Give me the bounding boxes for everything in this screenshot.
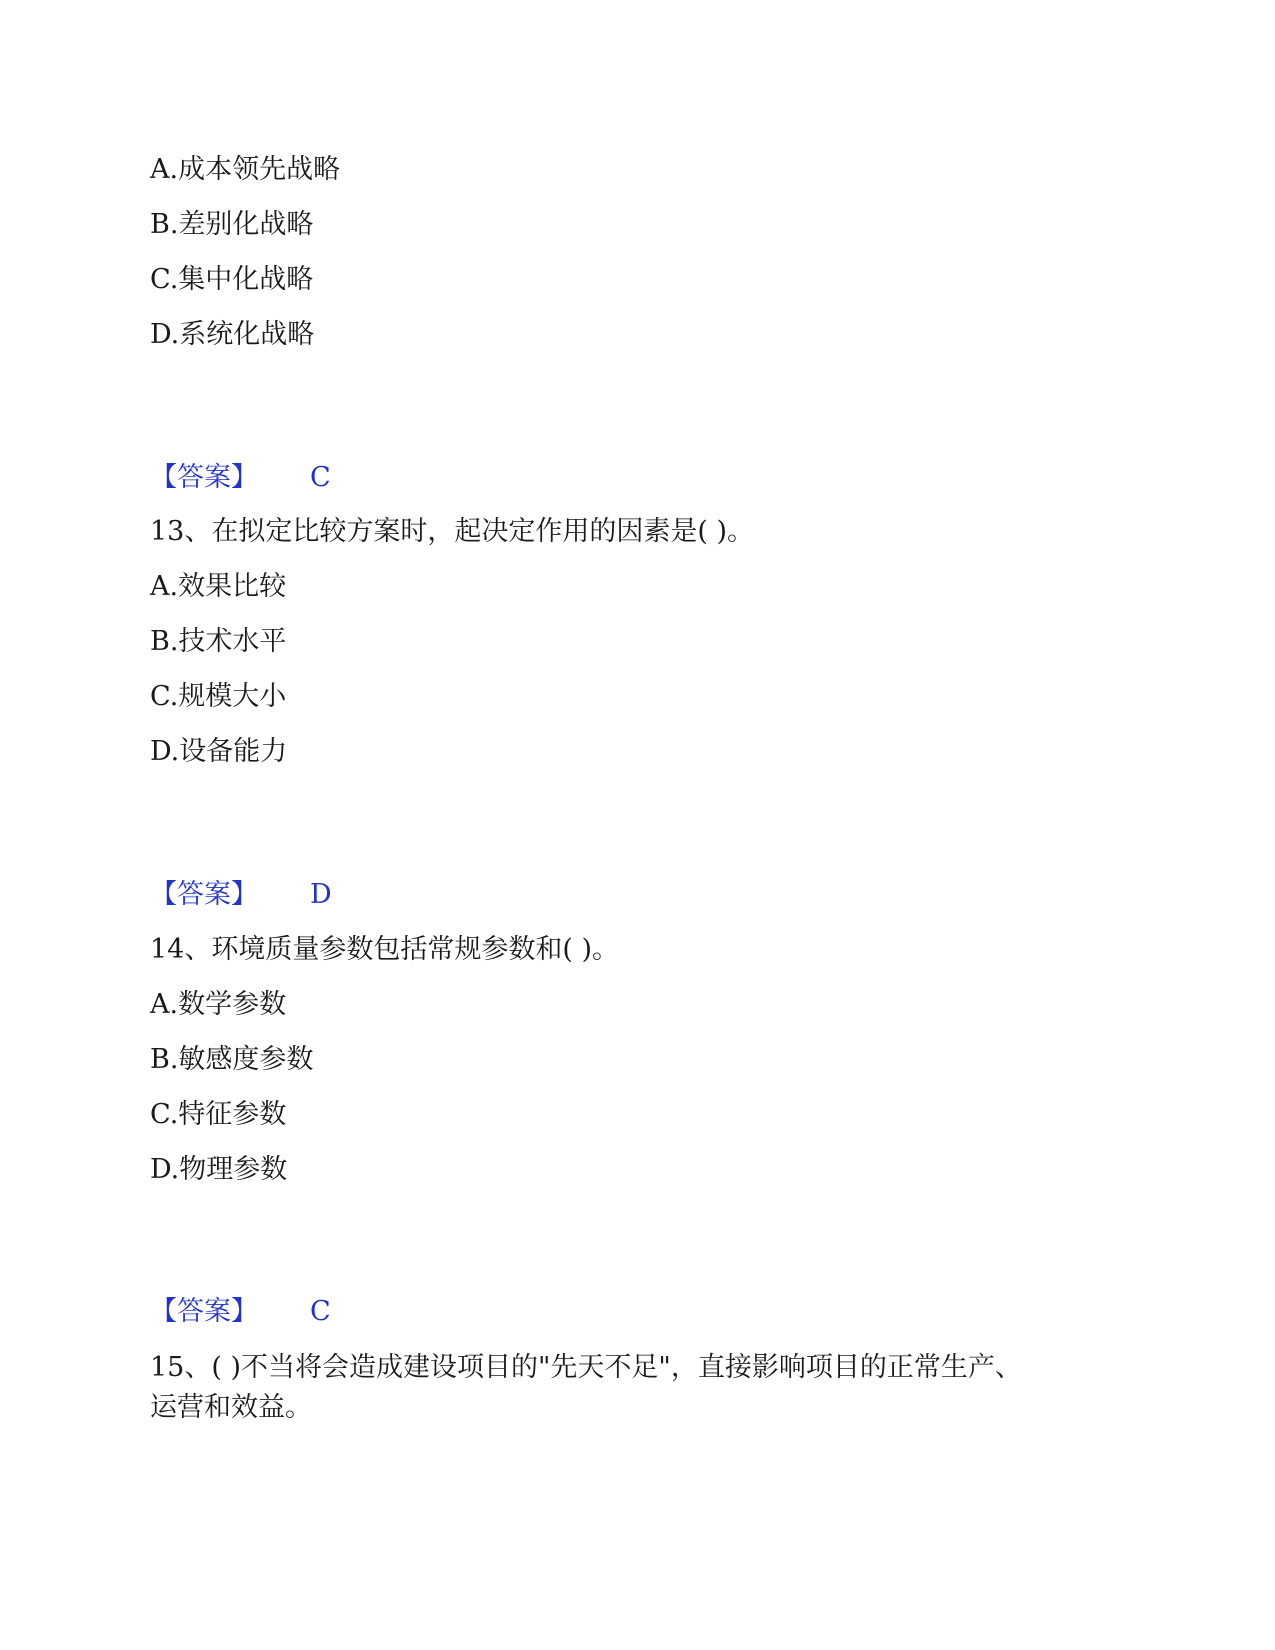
q13-option-a: A.效果比较 xyxy=(150,571,287,602)
q13-question: 13、在拟定比较方案时，起决定作用的因素是( )。 xyxy=(150,516,755,547)
q13-option-d: D.设备能力 xyxy=(150,736,288,767)
answer-label: 【答案】 xyxy=(150,462,258,493)
q12-option-a: A.成本领先战略 xyxy=(150,154,341,185)
q15-question-line2: 运营和效益。 xyxy=(150,1392,312,1423)
q12-option-b: B.差别化战略 xyxy=(150,209,314,240)
q13-option-c: C.规模大小 xyxy=(150,681,287,712)
q14-option-a: A.数学参数 xyxy=(150,989,287,1020)
q12-answer-row xyxy=(150,460,331,496)
q14-option-d: D.物理参数 xyxy=(150,1154,288,1185)
q12-option-c: C.集中化战略 xyxy=(150,264,314,295)
q12-option-d: D.系统化战略 xyxy=(150,319,315,350)
answer-label: 【答案】 xyxy=(150,1296,258,1327)
q14-answer-row xyxy=(150,1294,331,1330)
q14-option-c: C.特征参数 xyxy=(150,1099,287,1130)
q15-question-line1: 15、( )不当将会造成建设项目的"先天不足"，直接影响项目的正常生产、 xyxy=(150,1352,1022,1383)
answer-value: C xyxy=(310,462,331,493)
q13-option-b: B.技术水平 xyxy=(150,626,287,657)
q13-answer-row xyxy=(150,877,332,913)
q14-option-b: B.敏感度参数 xyxy=(150,1044,314,1075)
answer-value: C xyxy=(310,1296,331,1327)
answer-value: D xyxy=(310,879,332,910)
answer-label: 【答案】 xyxy=(150,879,258,910)
q14-question: 14、环境质量参数包括常规参数和( )。 xyxy=(150,934,620,965)
